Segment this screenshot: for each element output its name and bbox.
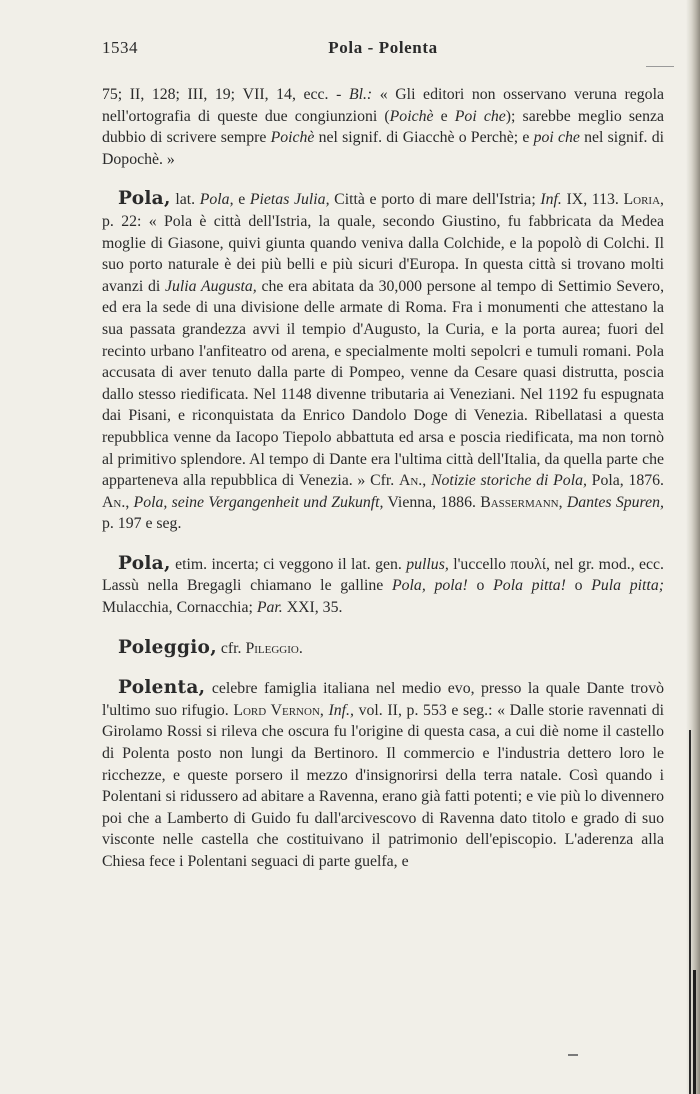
body-text	[102, 84, 664, 891]
page-edge-line-dark	[693, 970, 696, 1094]
footer-mark	[568, 1054, 578, 1056]
page-edge-line	[689, 730, 691, 1094]
entry-pola-1: Pola, lat. Pola, e Pietas Julia, Città e porto di mare dell'Istria; Inf. IX, 113. Loria, p. 22: « Pola è città dell'Istria, la quale, secondo Giustino, fu fabbricata da Medea moglie di Giasone, quivi giunta quando veniva dalla Colchide, e la popolò di Colchi. Il suo porto naturale è dei più belli e più sicuri d'Europa. In questa città si trovano molti avanzi di Julia Augusta, che era abitata da 30,000 persone al tempo di Settimio Severo, ed era la sede di una divisione delle armate di Roma. Fra i monumenti che attestano la sua passata grandezza avvi il tempio d'Augusto, la Curia, e la porta aurea; fuori del recinto urbano l'anfiteatro od arena, e specialmente molti sepolcri e tumuli romani. Pola accusata di aver tenuto dalla parte di Pompeo, venne da Cesare quasi distrutta, poscia dallo stesso riedificata. Nel 1148 divenne tributaria ai Veneziani. Nel 1192 fu espugnata dai Pisani, e riconquistata da Enrico Dandolo Doge di Venezia. Ribellatasi a questa repubblica venne da Iacopo Tiepolo abbattuta ed arsa e poscia riedificata, ma non tornò al primitivo splendore. Al tempo di Dante era l'ultima città dell'Italia, da quella parte che apparteneva alla repubblica di Venezia. » Cfr. An., Notizie storiche di Pola, Pola, 1876. An., Pola, seine Vergangenheit und Zukunft, Vienna, 1886. Bassermann, Dantes Spuren, p. 197 e seg.	[102, 188, 665, 533]
headword-pola: Pola,	[118, 188, 171, 210]
headword-pola-etym: Pola,	[118, 552, 171, 574]
page-number: 1534	[102, 38, 138, 57]
running-title: Pola - Polenta	[328, 38, 438, 57]
header-rule-mark	[646, 66, 674, 67]
headword-poleggio: Poleggio,	[118, 636, 217, 658]
running-header	[102, 38, 664, 62]
continued-paragraph: 75; II, 128; III, 19; VII, 14, ecc. - Bl.: « Gli editori non osservano veruna regola nell'ortografia di queste due congiunzioni (Poichè e Poi che); sarebbe meglio senza dubbio di scrivere sempre Poichè nel signif. di Giacchè o Perchè; e poi che nel signif. di Dopochè. »	[102, 86, 664, 168]
entry-pola-2: Pola, etim. incerta; ci veggono il lat. gen. pullus, l'uccello πουλί, nel gr. mod., ecc. Lassù nella Bregagli chiamano le galline Pola, pola! o Pola pitta! o Pula pitta; Mulacchia, Cornacchia; Par. XXI, 35.	[102, 552, 665, 617]
entry-polenta: Polenta, celebre famiglia italiana nel medio evo, presso la quale Dante trovò l'ultimo suo rifugio. Lord Vernon, Inf., vol. II, p. 553 e seg.: « Dalle storie ravennati di Girolamo Rossi si rileva che oscura fu l'origine di questa casa, a cui diè nome il castello di Polenta posto non lungi da Bertinoro. Il commercio e l'industria dettero loro le ricchezze, e queste porsero il mezzo d'insignorirsi della terra natale. Così quando i Polentani si ridussero ad abitare a Ravenna, erano già fatti potenti; e vie più lo divennero poi che a Lamberto di Guido fu dall'arcivescovo di Ravenna dato titolo e grado di suo visconte nelle castella che costituivano il patrimonio dell'episcopio. L'aderenza alla Chiesa fece i Polentani seguaci di parte guelfa, e	[102, 677, 664, 870]
headword-polenta: Polenta,	[118, 677, 206, 699]
greek-word: πουλί	[510, 555, 547, 573]
entry-poleggio: Poleggio, cfr. Pileggio.	[118, 636, 303, 658]
